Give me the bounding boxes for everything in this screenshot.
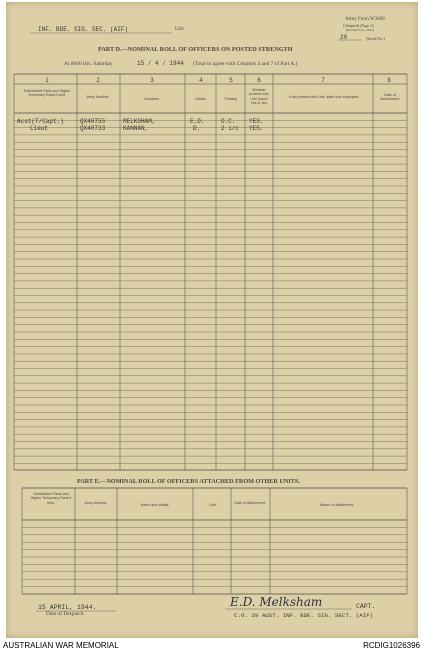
e-col-header-nature: Nature of Attachment. (319, 503, 355, 507)
e-col-header-unit: Unit. (209, 503, 217, 507)
e-col-header-name: Name and Initials. (140, 503, 170, 507)
part-e-title: PART E.—NOMINAL ROLL OF OFFICERS ATTACHED FROM OTHER UNITS. (77, 478, 300, 485)
row2-posting: 2 i/c (221, 125, 240, 132)
form-name: Army Form W3009 (345, 17, 385, 22)
despatch-date: 15 APRIL, 1944. (38, 604, 97, 611)
col-header-initials: Initials. (195, 97, 207, 101)
col-header-detachment: Date of Detachment. (379, 93, 401, 102)
col-num-8: 8 (387, 78, 391, 84)
row2-army-number: QX40733 (80, 125, 106, 132)
row2-present: YES. (249, 125, 264, 132)
row1-initials: E.D. (190, 118, 205, 125)
row1-surname: MELKSHAM, (123, 118, 156, 125)
row1-army-number: QX40755 (80, 118, 106, 125)
row1-rank: Acst(T/Capt.) (17, 118, 64, 125)
archive-caption-bar (0, 638, 423, 653)
row2-initials: D. (193, 125, 201, 132)
col-num-6: 6 (257, 78, 261, 84)
col-header-present: Whether present with Unit (Insert Yes or No) (249, 88, 269, 106)
col-header-rank: Substantive Rank and Higher Temporary Rank if held. (23, 89, 71, 98)
despatch-date-label: Date of Despatch. (46, 611, 85, 617)
col-num-3: 3 (150, 78, 154, 84)
part-d-note: (Total to agree with Columns 4 and 7 of Part A.) (193, 61, 298, 67)
row1-present: YES. (249, 118, 264, 125)
part-d-date: 15 / 4 / 1944 (137, 60, 184, 67)
part-d-time-line: At 0600 Hrs. Saturday (64, 61, 113, 67)
row1-posting: O.C. (221, 118, 236, 125)
col-header-surname: Surname. (144, 97, 160, 101)
col-header-army-number: Army Number. (86, 95, 110, 99)
signature: E.D. Melksham (230, 595, 323, 609)
archive-id: RCDIG1026396 (363, 641, 420, 650)
serial-no: 20 (340, 34, 348, 41)
row2-rank: Lieut (30, 125, 49, 132)
part-d-title: PART D.—NOMINAL ROLL OF OFFICERS ON POSTED STRENGTH (98, 46, 293, 53)
col-num-7: 7 (321, 78, 325, 84)
form-revised: (Revised Jan., 1942) (346, 28, 374, 32)
signatory-title: C.O. 29 AUST. INF. BDE. SIG. SECT. (AIF) (234, 612, 374, 619)
col-num-4: 4 (199, 78, 203, 84)
e-col-header-army-number: Army Number. (84, 501, 108, 505)
unit-label: Unit (175, 27, 184, 32)
col-header-posting: Posting. (224, 97, 238, 101)
e-col-header-rank: Substantive Rank and Higher Temporary Rank if held. (30, 492, 72, 505)
e-col-header-attach-date: Date of Attachment. (234, 501, 266, 505)
row2-surname: KANNAN, (123, 125, 149, 132)
form-adapted: (Adapted) (Page 3) (343, 23, 374, 28)
col-num-2: 2 (96, 78, 100, 84)
col-num-1: 1 (45, 78, 49, 84)
unit-name: INF. BDE. SIG. SEC. (AIF) (38, 26, 129, 33)
signatory-rank: CAPT. (356, 603, 376, 610)
col-num-5: 5 (229, 78, 233, 84)
serial-label: (Serial No.) (366, 36, 385, 41)
archive-name: AUSTRALIAN WAR MEMORIAL (3, 641, 119, 650)
col-header-employment: If not present with Unit, state how employed. (288, 95, 360, 99)
